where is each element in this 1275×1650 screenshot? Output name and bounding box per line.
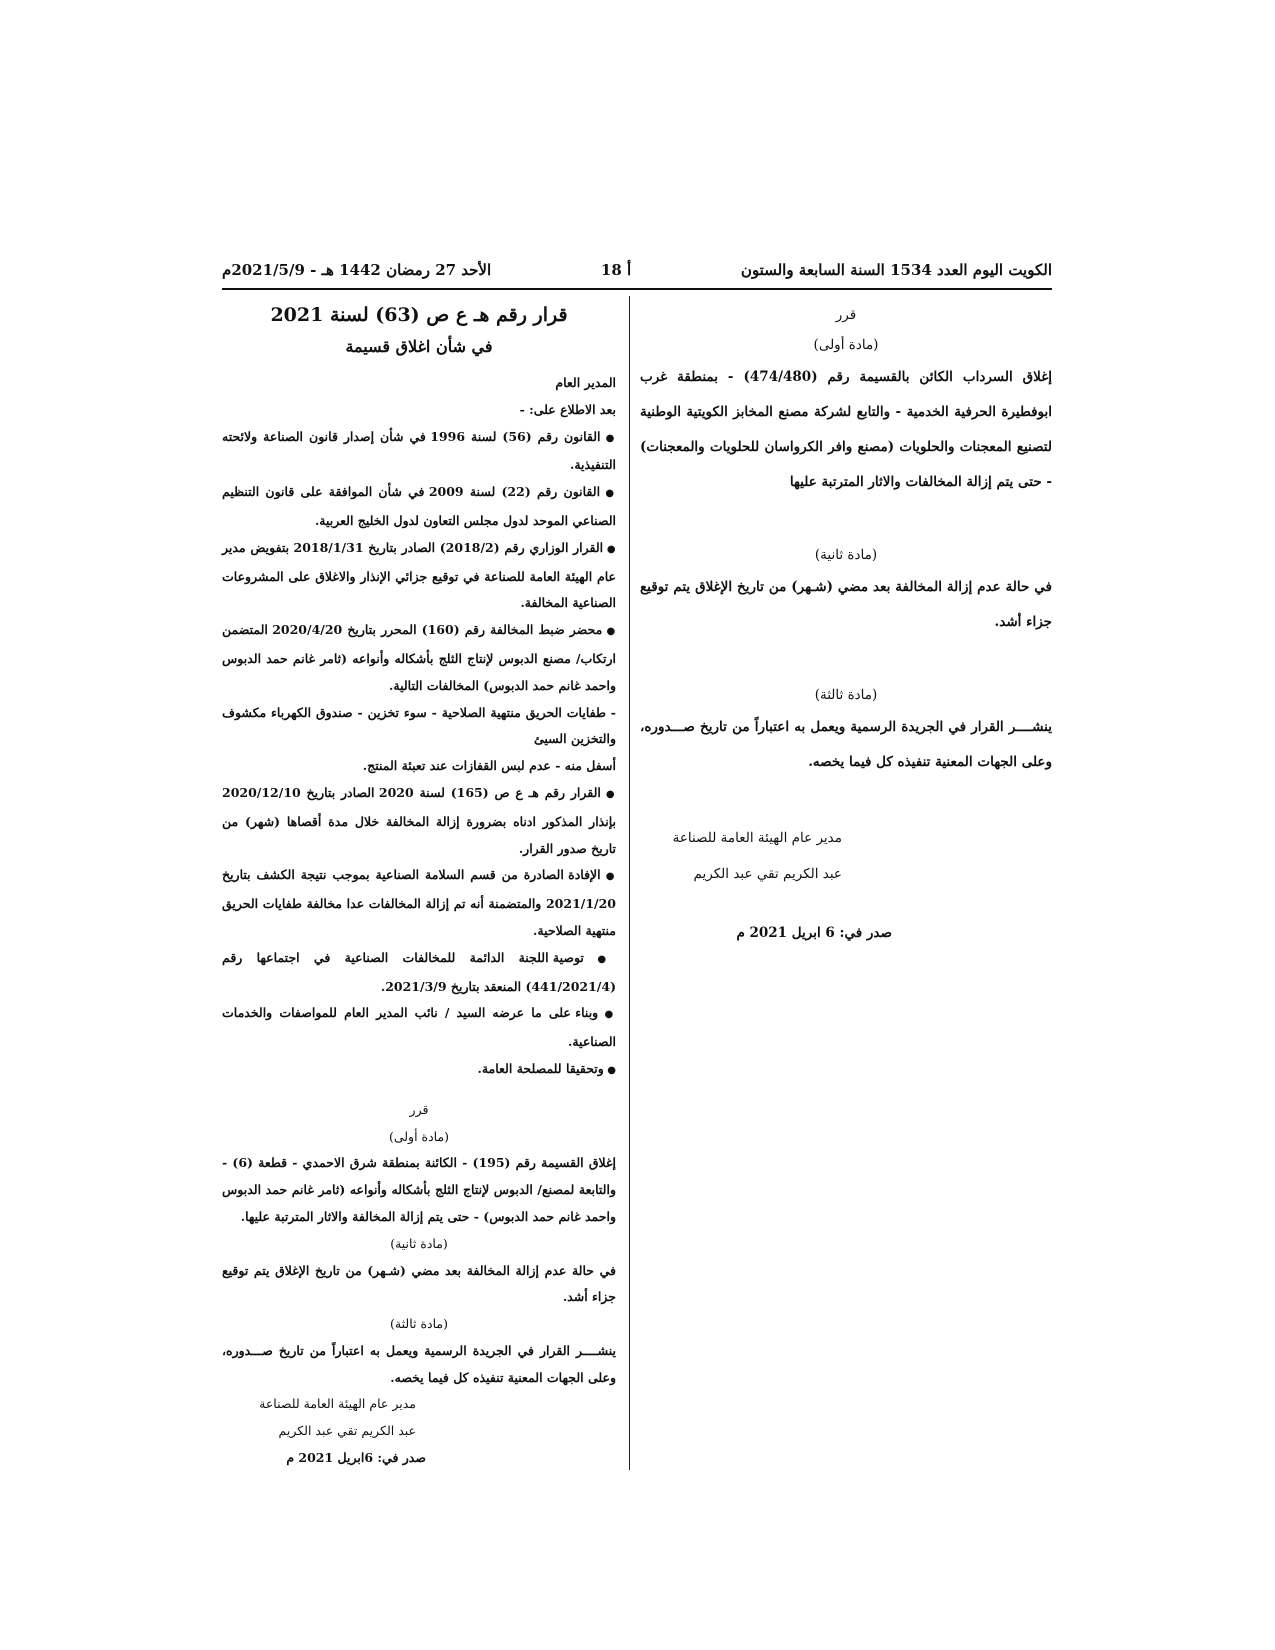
list-item: ● القانون رقم (22) لسنة 2009 في شأن الموافقة على قانون التنظيم الصناعي الموحد لدول مجلس التعاون لدول الخليج العربية.	[222, 479, 616, 535]
signer-title: مدير عام الهيئة العامة للصناعة	[672, 830, 842, 846]
decided-heading: قرر	[835, 307, 857, 323]
list-item: ● توصية اللجنة الدائمة للمخالفات الصناعية في اجتماعها رقم (441/2021/4) المنعقد بتاريخ 2021/3/9.	[222, 945, 616, 1001]
article-3-text: ينشــــر القرار في الجريدة الرسمية ويعمل به اعتباراً من تاريخ صـــدوره، وعلى الجهات المعنية تنفيذه كل فيما يخصه.	[640, 719, 1052, 770]
publication-title: الكويت اليوم العدد 1534 السنة السابعة والستون	[740, 261, 1052, 279]
violations-line: - طفايات الحريق منتهية الصلاحية - سوء تخزين - صندوق الكهرباء مكشوف والتخزين السيئ	[222, 704, 616, 747]
signature-block	[222, 1391, 616, 1445]
article-1-text: إغلاق القسيمة رقم (195) - الكائنة بمنطقة شرق الاحمدي - قطعة (6) - والتابعة لمصنع/ الدبوس لإنتاج الثلج بأشكاله وأنواعه (ثامر غانم حمد الدبوس واحمد غانم حمد الدبوس) - حتى يتم إزالة المخالفة والاثار المترتبة عليها.	[222, 1155, 616, 1224]
list-item: ● الإفادة الصادرة من قسم السلامة الصناعية بموجب نتيجة الكشف بتاريخ 2021/1/20 والمتضمنة أنه تم إزالة المخالفات عدا مخالفة طفايات الحريق منتهية الصلاحية.	[222, 862, 616, 944]
list-item: ● القرار الوزاري رقم (2018/2) الصادر بتاريخ 2018/1/31 بتفويض مدير عام الهيئة العامة للصناعة في توقيع جزائي الإنذار والاغلاق على المشروعات الصناعية المخالفة.	[222, 535, 616, 617]
header-rule	[222, 288, 1052, 290]
after-review-label: بعد الاطلاع على: -	[519, 401, 616, 417]
decision-subtitle: في شأن اغلاق قسيمة	[345, 337, 493, 356]
signature-block	[640, 820, 1052, 892]
article-1-title: (مادة أولى)	[388, 1128, 450, 1144]
article-2-text: في حالة عدم إزالة المخالفة بعد مضي (شـهر) من تاريخ الإغلاق يتم توقيع جزاء أشد.	[222, 1262, 616, 1305]
signer-name: عبد الكريم تقي عبد الكريم	[693, 866, 842, 882]
article-2-text: في حالة عدم إزالة المخالفة بعد مضي (شـهر) من تاريخ الإغلاق يتم توقيع جزاء أشد.	[640, 579, 1052, 630]
signer-title: مدير عام الهيئة العامة للصناعة	[259, 1396, 416, 1412]
issue-line: صدر في: 6ابريل 2021 م	[286, 1450, 426, 1466]
left-column	[222, 298, 616, 1472]
decision-title: قرار رقم هـ ع ص (63) لسنة 2021	[270, 304, 568, 326]
article-2-title: (مادة ثانية)	[390, 1235, 448, 1251]
article-3-text: ينشــــر القرار في الجريدة الرسمية ويعمل به اعتباراً من تاريخ صـــدوره، وعلى الجهات المعنية تنفيذه كل فيما يخصه.	[222, 1342, 616, 1385]
article-3-title: (مادة ثالثة)	[390, 1316, 448, 1332]
list-item: ● محضر ضبط المخالفة رقم (160) المحرر بتاريخ 2020/4/20 المتضمن ارتكاب/ مصنع الدبوس لإنتاج الثلج بأشكاله وأنواعه (ثامر غانم حمد الدبوس واحمد غانم حمد الدبوس) المخالفات التالية.	[222, 617, 616, 699]
column-divider	[629, 296, 630, 1470]
list-item: ● القانون رقم (56) لسنة 1996 في شأن إصدار قانون الصناعة ولائحته التنفيذية.	[222, 424, 616, 480]
violations-line: أسفل منه - عدم لبس القفازات عند تعبئة المنتج.	[362, 758, 616, 774]
list-item: ● وتحقيقا للمصلحة العامة.	[222, 1056, 616, 1085]
page-number: أ 18	[600, 261, 632, 279]
page-header	[222, 255, 1052, 285]
article-1-title: (مادة أولى)	[813, 337, 879, 353]
article-1-text: إغلاق السرداب الكائن بالقسيمة رقم (474/480) - بمنطقة غرب ابوفطيرة الحرفية الخدمية - والتابع لشركة مصنع المخابز الكويتية الوطنية لتصنيع المعجنات والحلويات (مصنع وافر الكرواسان للحلويات والمعجنات) - حتى يتم إزالة المخالفات والاثار المترتبة عليها	[640, 369, 1053, 490]
right-column	[640, 300, 1052, 948]
article-3-title: (مادة ثالثة)	[814, 687, 878, 703]
list-item: ● وبناء على ما عرضه السيد / نائب المدير العام للمواصفات والخدمات الصناعية.	[222, 1000, 616, 1056]
list-item: ● القرار رقم هـ ع ص (165) لسنة 2020 الصادر بتاريخ 2020/12/10 بإنذار المذكور ادناه بضرورة إزالة المخالفة خلال مدة أقصاها (شهر) من تاريخ صدور القرار.	[222, 780, 616, 862]
article-2-title: (مادة ثانية)	[814, 547, 878, 563]
issue-line: صدر في: 6 ابريل 2021 م	[736, 925, 892, 941]
issue-date: الأحد 27 رمضان 1442 هـ - 2021/5/9م	[222, 261, 492, 279]
decided-heading: قرر	[409, 1101, 429, 1117]
director-label: المدير العام	[555, 375, 616, 390]
signer-name: عبد الكريم تقي عبد الكريم	[278, 1423, 416, 1439]
